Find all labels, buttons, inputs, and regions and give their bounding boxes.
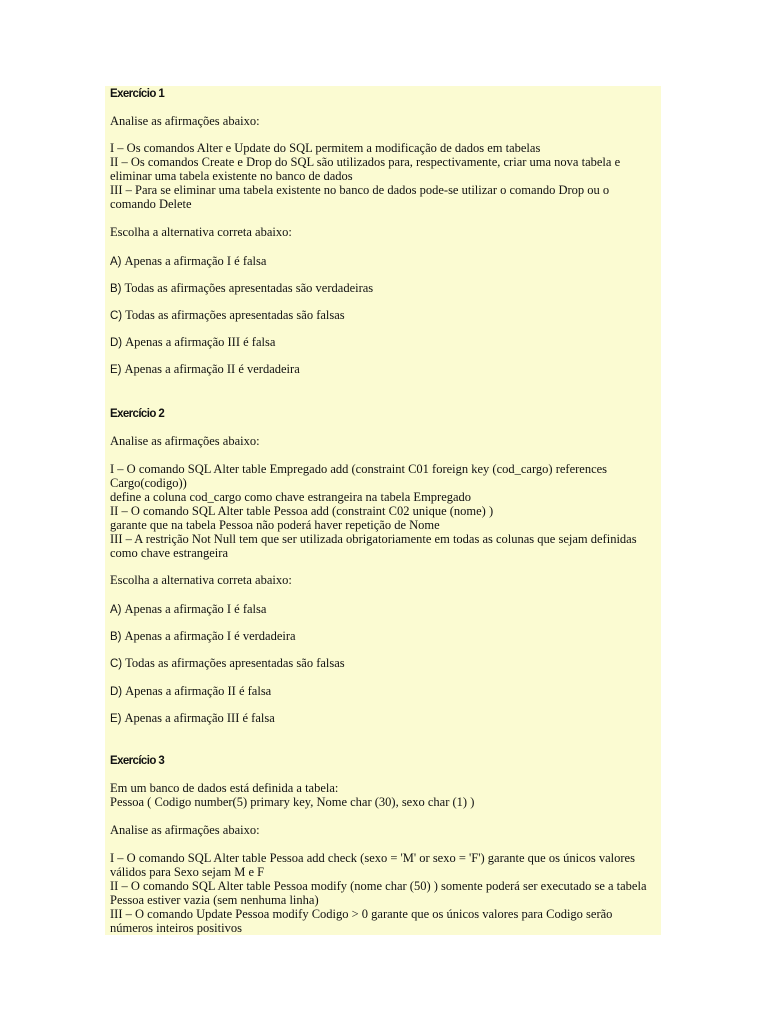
exercise-2-statement-2-note: garante que na tabela Pessoa não poderá haver repetição de Nome <box>110 518 440 532</box>
exercise-3-statement-2: II – O comando SQL Alter table Pessoa modify (nome char (50) ) somente poderá ser executado se a tabela Pessoa estiver vazia (sem nenhuma linha) <box>110 879 647 907</box>
exercise-2-option-a[interactable] <box>110 602 656 617</box>
option-letter: B) <box>110 283 122 295</box>
option-letter: B) <box>110 631 122 643</box>
option-letter: D) <box>110 686 123 698</box>
exercise-1-option-d[interactable] <box>110 335 656 350</box>
exercise-3-statement-3: III – O comando Update Pessoa modify Codigo > 0 garante que os únicos valores para Codigo serão números inteiros positivos <box>110 907 613 935</box>
option-letter: D) <box>110 337 123 349</box>
option-text: Apenas a afirmação II é falsa <box>125 684 272 698</box>
exercise-2-statement-3: III – A restrição Not Null tem que ser utilizada obrigatoriamente em todas as colunas que sejam definidas como chave estrangeira <box>110 532 637 560</box>
exercise-2-option-c[interactable] <box>110 656 656 671</box>
exercise-1-statement-2: II – Os comandos Create e Drop do SQL são utilizados para, respectivamente, criar uma nova tabela e eliminar uma tabela existente no banco de dados <box>110 155 621 183</box>
exercise-1-intro: Analise as afirmações abaixo: <box>110 114 260 128</box>
option-letter: E) <box>110 364 122 376</box>
option-letter: C) <box>110 310 123 322</box>
exercise-2-title: Exercício 2 <box>110 408 165 420</box>
exercise-2-statement-1-note: define a coluna cod_cargo como chave estrangeira na tabela Empregado <box>110 490 472 504</box>
option-text: Todas as afirmações apresentadas são verdadeiras <box>124 281 374 295</box>
exercise-1-prompt: Escolha a alternativa correta abaixo: <box>110 225 292 239</box>
option-letter: A) <box>110 604 122 616</box>
exercise-3-table-intro: Em um banco de dados está definida a tabela: <box>110 781 339 795</box>
exercise-2-option-e[interactable] <box>110 711 656 726</box>
exercise-1-option-c[interactable] <box>110 308 656 323</box>
exercise-3-title: Exercício 3 <box>110 755 165 767</box>
option-letter: E) <box>110 713 122 725</box>
exercise-2-intro: Analise as afirmações abaixo: <box>110 434 260 448</box>
exercise-1-statement-3: III – Para se eliminar uma tabela existente no banco de dados pode-se utilizar o comando Drop ou o comando Delete <box>110 183 610 211</box>
option-text: Apenas a afirmação III é falsa <box>125 335 276 349</box>
option-letter: A) <box>110 256 122 268</box>
option-text: Apenas a afirmação I é verdadeira <box>124 629 296 643</box>
option-text: Todas as afirmações apresentadas são falsas <box>125 656 345 670</box>
option-text: Apenas a afirmação I é falsa <box>124 602 267 616</box>
option-text: Apenas a afirmação II é verdadeira <box>124 362 300 376</box>
option-text: Apenas a afirmação I é falsa <box>124 254 267 268</box>
option-text: Apenas a afirmação III é falsa <box>124 711 275 725</box>
option-letter: C) <box>110 658 123 670</box>
exercise-2-prompt: Escolha a alternativa correta abaixo: <box>110 573 292 587</box>
exercise-1-statement-1: I – Os comandos Alter e Update do SQL permitem a modificação de dados em tabelas <box>110 141 541 155</box>
exercise-3-statement-1: I – O comando SQL Alter table Pessoa add check (sexo = 'M' or sexo = 'F') garante que os únicos valores válidos para Sexo sejam M e F <box>110 851 635 879</box>
exercise-1-option-e[interactable] <box>110 362 656 377</box>
option-text: Todas as afirmações apresentadas são falsas <box>125 308 345 322</box>
exercise-2-option-b[interactable] <box>110 629 656 644</box>
exercise-2-option-d[interactable] <box>110 684 656 699</box>
exercise-1-option-b[interactable] <box>110 281 656 296</box>
exercise-3-intro: Analise as afirmações abaixo: <box>110 823 260 837</box>
exercise-2-statement-2: II – O comando SQL Alter table Pessoa add (constraint C02 unique (nome) ) <box>110 504 494 518</box>
exercise-3-table-definition: Pessoa ( Codigo number(5) primary key, Nome char (30), sexo char (1) ) <box>110 795 475 809</box>
exercise-2-statement-1: I – O comando SQL Alter table Empregado add (constraint C01 foreign key (cod_cargo) references Cargo(codigo)) <box>110 462 608 490</box>
exercise-1-title: Exercício 1 <box>110 88 165 100</box>
exercise-1-option-a[interactable] <box>110 254 656 269</box>
